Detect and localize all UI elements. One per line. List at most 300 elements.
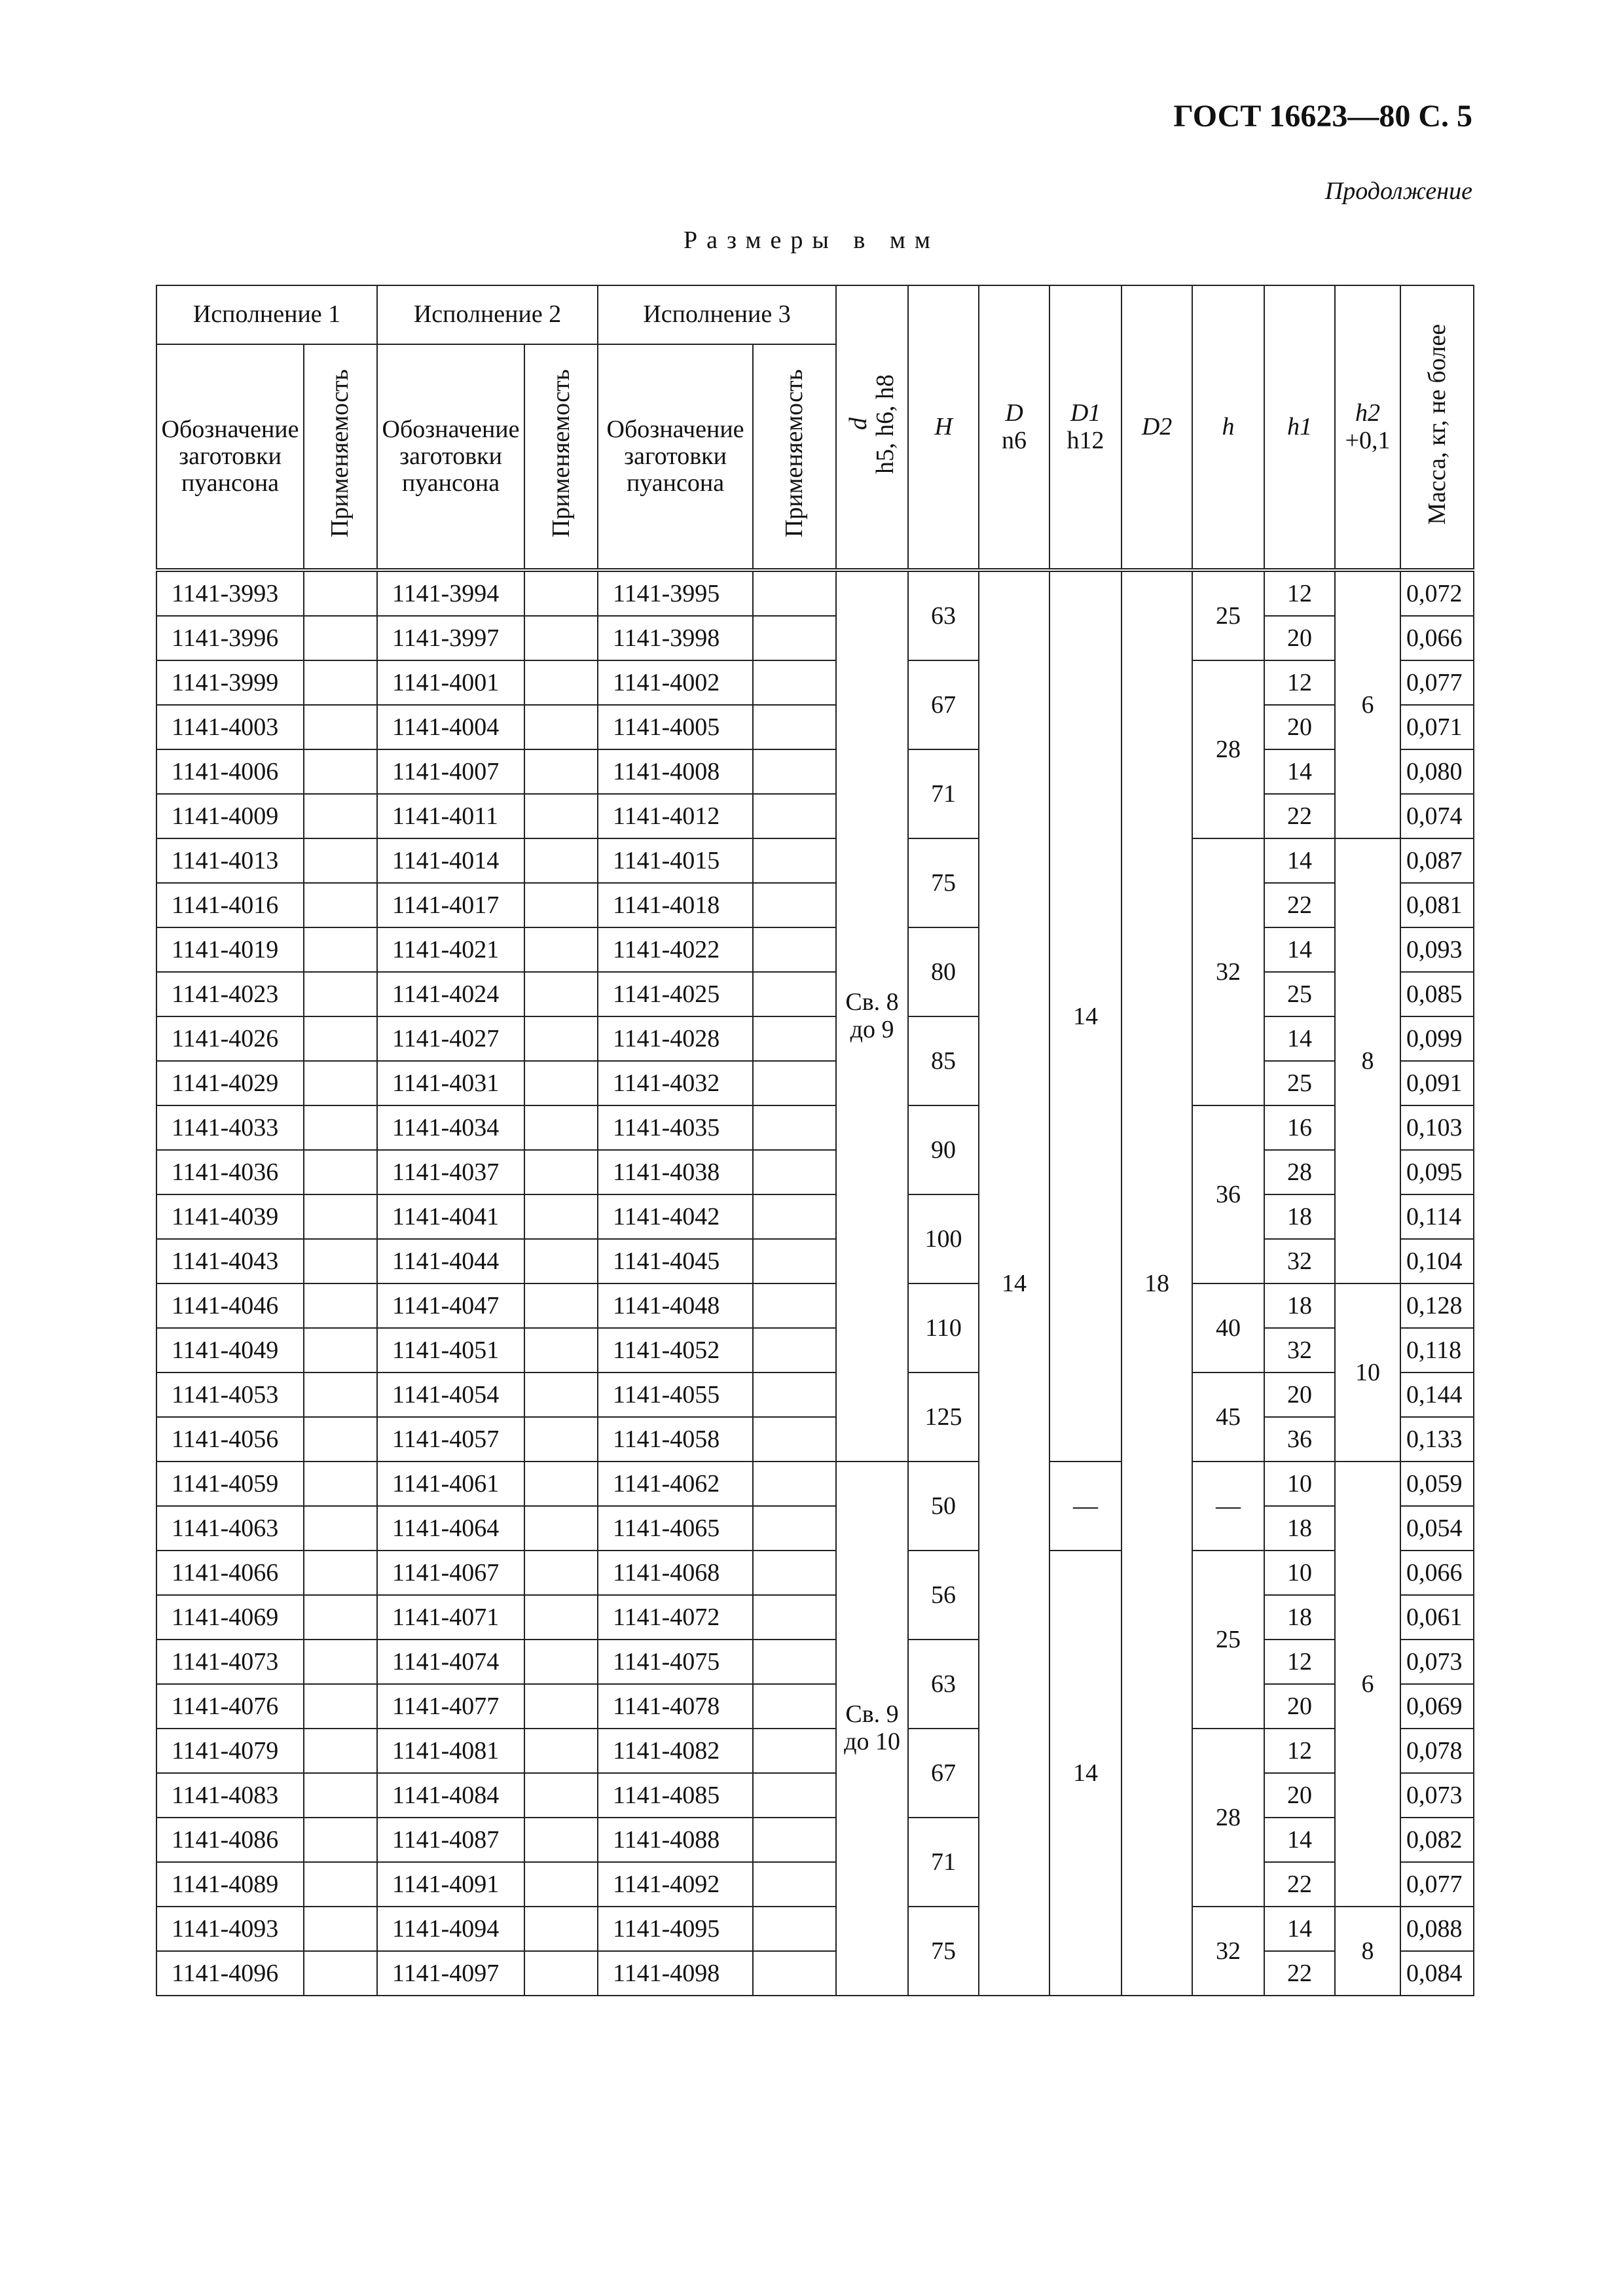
- H-value: 110: [908, 1283, 979, 1372]
- table-row: [156, 705, 1474, 749]
- applicability-3: [753, 1105, 836, 1150]
- applicability-2: [524, 1194, 598, 1239]
- h-value: 28: [1192, 1729, 1264, 1907]
- designation-3: 1141-4075: [598, 1640, 753, 1684]
- mass-value: 0,114: [1400, 1194, 1474, 1239]
- applicability-1: [304, 1862, 377, 1907]
- D1-value: 14: [1049, 1551, 1122, 1996]
- designation-2: 1141-4077: [377, 1684, 524, 1729]
- mass-value: 0,071: [1400, 705, 1474, 749]
- h-value: 28: [1192, 660, 1264, 838]
- table-row: [156, 1462, 1474, 1506]
- applicability-2: [524, 660, 598, 705]
- applicability-2: [524, 1150, 598, 1194]
- header-H: [908, 285, 979, 570]
- header-d-tolerance: h5, h6, h8: [871, 374, 900, 474]
- applicability-3: [753, 1907, 836, 1951]
- applicability-3: [753, 660, 836, 705]
- header-h2-symbol: h2: [1355, 399, 1381, 427]
- designation-1: 1141-4016: [156, 883, 304, 927]
- header-D: [979, 285, 1049, 570]
- applicability-3: [753, 1194, 836, 1239]
- h1-value: 25: [1264, 972, 1335, 1016]
- table-row: [156, 1907, 1474, 1951]
- applicability-3: [753, 838, 836, 883]
- applicability-3: [753, 705, 836, 749]
- mass-value: 0,099: [1400, 1016, 1474, 1061]
- applicability-1: [304, 1684, 377, 1729]
- designation-3: 1141-4005: [598, 705, 753, 749]
- table-row: [156, 1773, 1474, 1818]
- mass-value: 0,080: [1400, 749, 1474, 794]
- h2-value: 8: [1335, 838, 1400, 1283]
- header-primenyaemost-3-label: Применяемость: [780, 369, 809, 538]
- H-value: 56: [908, 1551, 979, 1640]
- designation-3: 1141-3995: [598, 570, 753, 616]
- mass-value: 0,128: [1400, 1283, 1474, 1328]
- applicability-2: [524, 616, 598, 660]
- designation-3: 1141-4082: [598, 1729, 753, 1773]
- header-d-symbol: d: [845, 418, 873, 431]
- designation-1: 1141-4073: [156, 1640, 304, 1684]
- h2-value: 8: [1335, 1907, 1400, 1996]
- applicability-3: [753, 749, 836, 794]
- designation-2: 1141-4027: [377, 1016, 524, 1061]
- designation-2: 1141-4031: [377, 1061, 524, 1105]
- applicability-2: [524, 1640, 598, 1684]
- applicability-2: [524, 705, 598, 749]
- designation-2: 1141-4054: [377, 1372, 524, 1417]
- designation-1: 1141-3993: [156, 570, 304, 616]
- applicability-1: [304, 616, 377, 660]
- designation-2: 1141-4074: [377, 1640, 524, 1684]
- mass-value: 0,088: [1400, 1907, 1474, 1951]
- D2-value: 18: [1122, 570, 1192, 1996]
- mass-value: 0,133: [1400, 1417, 1474, 1462]
- designation-2: 1141-4037: [377, 1150, 524, 1194]
- designation-2: 1141-3994: [377, 570, 524, 616]
- applicability-2: [524, 1372, 598, 1417]
- dimensions-table: [156, 285, 1474, 1996]
- designation-2: 1141-4034: [377, 1105, 524, 1150]
- designation-2: 1141-4091: [377, 1862, 524, 1907]
- applicability-3: [753, 1729, 836, 1773]
- h1-value: 18: [1264, 1283, 1335, 1328]
- designation-1: 1141-4066: [156, 1551, 304, 1595]
- designation-2: 1141-4007: [377, 749, 524, 794]
- designation-3: 1141-4048: [598, 1283, 753, 1328]
- designation-1: 1141-4019: [156, 927, 304, 972]
- header-ispolnenie-3: Исполнение 3: [598, 285, 836, 344]
- h2-value: 10: [1335, 1283, 1400, 1462]
- applicability-1: [304, 570, 377, 616]
- designation-3: 1141-4015: [598, 838, 753, 883]
- table-row: [156, 1105, 1474, 1150]
- H-value: 75: [908, 1907, 979, 1996]
- h2-value: 6: [1335, 570, 1400, 838]
- applicability-2: [524, 1818, 598, 1862]
- h2-value: 6: [1335, 1462, 1400, 1907]
- h1-value: 12: [1264, 1640, 1335, 1684]
- header-oboznachenie-1: Обозначение заготовки пуансона: [156, 344, 304, 570]
- h1-value: 20: [1264, 705, 1335, 749]
- applicability-3: [753, 1595, 836, 1640]
- designation-3: 1141-4078: [598, 1684, 753, 1729]
- applicability-2: [524, 1773, 598, 1818]
- mass-value: 0,077: [1400, 660, 1474, 705]
- h1-value: 22: [1264, 883, 1335, 927]
- table-row: [156, 1150, 1474, 1194]
- applicability-2: [524, 1595, 598, 1640]
- designation-1: 1141-4036: [156, 1150, 304, 1194]
- designation-1: 1141-4006: [156, 749, 304, 794]
- applicability-2: [524, 570, 598, 616]
- table-row: [156, 1551, 1474, 1595]
- designation-3: 1141-4095: [598, 1907, 753, 1951]
- mass-value: 0,074: [1400, 794, 1474, 838]
- mass-value: 0,077: [1400, 1862, 1474, 1907]
- designation-3: 1141-4058: [598, 1417, 753, 1462]
- h1-value: 20: [1264, 616, 1335, 660]
- header-h2: [1335, 285, 1400, 570]
- D1-value: —: [1049, 1462, 1122, 1551]
- header-D1-symbol: D1: [1070, 399, 1101, 427]
- h1-value: 18: [1264, 1194, 1335, 1239]
- mass-value: 0,066: [1400, 1551, 1474, 1595]
- applicability-2: [524, 1862, 598, 1907]
- applicability-2: [524, 1551, 598, 1595]
- designation-2: 1141-4051: [377, 1328, 524, 1372]
- applicability-3: [753, 794, 836, 838]
- designation-2: 1141-4081: [377, 1729, 524, 1773]
- applicability-3: [753, 1506, 836, 1551]
- mass-value: 0,066: [1400, 616, 1474, 660]
- mass-value: 0,082: [1400, 1818, 1474, 1862]
- header-h2-tolerance: +0,1: [1345, 426, 1391, 454]
- header-D2: [1122, 285, 1192, 570]
- designation-3: 1141-4085: [598, 1773, 753, 1818]
- header-D1-tolerance: h12: [1067, 426, 1104, 454]
- applicability-1: [304, 1328, 377, 1372]
- header-H-symbol: H: [934, 412, 953, 440]
- header-d: [836, 285, 908, 570]
- h1-value: 12: [1264, 660, 1335, 705]
- designation-3: 1141-4092: [598, 1862, 753, 1907]
- applicability-2: [524, 883, 598, 927]
- header-h1-symbol: h1: [1287, 412, 1313, 440]
- h-value: 25: [1192, 570, 1264, 660]
- d-range-2: Св. 9 до 10: [836, 1462, 908, 1996]
- applicability-1: [304, 705, 377, 749]
- mass-value: 0,095: [1400, 1150, 1474, 1194]
- applicability-2: [524, 1328, 598, 1372]
- h1-value: 22: [1264, 1862, 1335, 1907]
- designation-1: 1141-4053: [156, 1372, 304, 1417]
- applicability-3: [753, 1951, 836, 1996]
- units-caption: Размеры в мм: [684, 226, 939, 254]
- applicability-2: [524, 1105, 598, 1150]
- h1-value: 10: [1264, 1462, 1335, 1506]
- applicability-3: [753, 1283, 836, 1328]
- applicability-3: [753, 1417, 836, 1462]
- designation-1: 1141-4093: [156, 1907, 304, 1951]
- H-value: 75: [908, 838, 979, 927]
- H-value: 71: [908, 1818, 979, 1907]
- designation-1: 1141-4049: [156, 1328, 304, 1372]
- applicability-2: [524, 838, 598, 883]
- designation-1: 1141-4043: [156, 1239, 304, 1283]
- h1-value: 14: [1264, 1016, 1335, 1061]
- designation-1: 1141-4026: [156, 1016, 304, 1061]
- h-value: 32: [1192, 838, 1264, 1105]
- applicability-2: [524, 1729, 598, 1773]
- applicability-3: [753, 1684, 836, 1729]
- mass-value: 0,059: [1400, 1462, 1474, 1506]
- applicability-1: [304, 1239, 377, 1283]
- header-D-tolerance: n6: [1002, 426, 1027, 454]
- h-value: 40: [1192, 1283, 1264, 1372]
- designation-3: 1141-4042: [598, 1194, 753, 1239]
- mass-value: 0,072: [1400, 570, 1474, 616]
- mass-value: 0,084: [1400, 1951, 1474, 1996]
- table-row: [156, 1729, 1474, 1773]
- applicability-3: [753, 972, 836, 1016]
- table-row: [156, 972, 1474, 1016]
- h1-value: 22: [1264, 794, 1335, 838]
- h1-value: 18: [1264, 1595, 1335, 1640]
- mass-value: 0,054: [1400, 1506, 1474, 1551]
- mass-value: 0,069: [1400, 1684, 1474, 1729]
- applicability-3: [753, 1640, 836, 1684]
- designation-2: 1141-4084: [377, 1773, 524, 1818]
- designation-3: 1141-4028: [598, 1016, 753, 1061]
- H-value: 67: [908, 1729, 979, 1818]
- designation-2: 1141-4047: [377, 1283, 524, 1328]
- applicability-1: [304, 1640, 377, 1684]
- mass-value: 0,073: [1400, 1773, 1474, 1818]
- designation-1: 1141-4009: [156, 794, 304, 838]
- applicability-2: [524, 1462, 598, 1506]
- h-value: 25: [1192, 1551, 1264, 1729]
- mass-value: 0,078: [1400, 1729, 1474, 1773]
- applicability-3: [753, 1016, 836, 1061]
- applicability-3: [753, 1818, 836, 1862]
- header-primenyaemost-2-label: Применяемость: [547, 369, 575, 538]
- applicability-3: [753, 1551, 836, 1595]
- H-value: 63: [908, 570, 979, 660]
- table-row: [156, 1595, 1474, 1640]
- D1-value: 14: [1049, 570, 1122, 1462]
- designation-2: 1141-4094: [377, 1907, 524, 1951]
- header-primenyaemost-3: [753, 344, 836, 570]
- continuation-label: Продолжение: [1324, 177, 1472, 205]
- applicability-1: [304, 794, 377, 838]
- mass-value: 0,093: [1400, 927, 1474, 972]
- header-D1: [1049, 285, 1122, 570]
- table-row: [156, 1239, 1474, 1283]
- h-value: 32: [1192, 1907, 1264, 1996]
- applicability-1: [304, 1462, 377, 1506]
- applicability-2: [524, 1907, 598, 1951]
- designation-2: 1141-4044: [377, 1239, 524, 1283]
- designation-3: 1141-4052: [598, 1328, 753, 1372]
- h1-value: 32: [1264, 1239, 1335, 1283]
- table-row: [156, 883, 1474, 927]
- designation-3: 1141-4012: [598, 794, 753, 838]
- designation-1: 1141-4076: [156, 1684, 304, 1729]
- H-value: 125: [908, 1372, 979, 1462]
- applicability-2: [524, 972, 598, 1016]
- h1-value: 20: [1264, 1773, 1335, 1818]
- header-oboznachenie-2: Обозначение заготовки пуансона: [377, 344, 524, 570]
- h1-value: 12: [1264, 1729, 1335, 1773]
- table-row: [156, 1684, 1474, 1729]
- header-h: [1192, 285, 1264, 570]
- applicability-3: [753, 927, 836, 972]
- applicability-3: [753, 1150, 836, 1194]
- designation-1: 1141-4069: [156, 1595, 304, 1640]
- table-row: [156, 1016, 1474, 1061]
- h1-value: 14: [1264, 1818, 1335, 1862]
- applicability-1: [304, 1016, 377, 1061]
- table-row: [156, 1328, 1474, 1372]
- designation-1: 1141-4023: [156, 972, 304, 1016]
- designation-2: 1141-4064: [377, 1506, 524, 1551]
- applicability-1: [304, 1061, 377, 1105]
- designation-3: 1141-4008: [598, 749, 753, 794]
- designation-3: 1141-4038: [598, 1150, 753, 1194]
- header-D-symbol: D: [1005, 399, 1023, 427]
- table-body: [156, 570, 1474, 1996]
- h1-value: 32: [1264, 1328, 1335, 1372]
- designation-1: 1141-4059: [156, 1462, 304, 1506]
- designation-2: 1141-4024: [377, 972, 524, 1016]
- designation-3: 1141-4065: [598, 1506, 753, 1551]
- applicability-2: [524, 1016, 598, 1061]
- applicability-1: [304, 749, 377, 794]
- H-value: 85: [908, 1016, 979, 1105]
- designation-1: 1141-4039: [156, 1194, 304, 1239]
- mass-value: 0,103: [1400, 1105, 1474, 1150]
- applicability-1: [304, 660, 377, 705]
- designation-2: 1141-4087: [377, 1818, 524, 1862]
- h1-value: 10: [1264, 1551, 1335, 1595]
- header-primenyaemost-1-label: Применяемость: [326, 369, 354, 538]
- table-row: [156, 616, 1474, 660]
- h-value: 45: [1192, 1372, 1264, 1462]
- table-row: [156, 1372, 1474, 1417]
- header-ispolnenie-1: Исполнение 1: [156, 285, 377, 344]
- applicability-3: [753, 616, 836, 660]
- designation-1: 1141-4089: [156, 1862, 304, 1907]
- applicability-2: [524, 1506, 598, 1551]
- mass-value: 0,104: [1400, 1239, 1474, 1283]
- applicability-1: [304, 1194, 377, 1239]
- designation-1: 1141-4013: [156, 838, 304, 883]
- header-oboznachenie-3: Обозначение заготовки пуансона: [598, 344, 753, 570]
- designation-1: 1141-4003: [156, 705, 304, 749]
- h1-value: 14: [1264, 838, 1335, 883]
- header-mass: [1400, 285, 1474, 570]
- applicability-3: [753, 1773, 836, 1818]
- h1-value: 25: [1264, 1061, 1335, 1105]
- applicability-1: [304, 1729, 377, 1773]
- applicability-3: [753, 1239, 836, 1283]
- H-value: 100: [908, 1194, 979, 1283]
- designation-1: 1141-4083: [156, 1773, 304, 1818]
- applicability-1: [304, 838, 377, 883]
- table-row: [156, 927, 1474, 972]
- table-row: [156, 838, 1474, 883]
- applicability-3: [753, 1862, 836, 1907]
- applicability-2: [524, 1417, 598, 1462]
- designation-2: 1141-4004: [377, 705, 524, 749]
- d-range-1: Св. 8 до 9: [836, 570, 908, 1462]
- table-row: [156, 749, 1474, 794]
- designation-3: 1141-4088: [598, 1818, 753, 1862]
- h-value: —: [1192, 1462, 1264, 1551]
- applicability-3: [753, 570, 836, 616]
- H-value: 80: [908, 927, 979, 1016]
- h1-value: 14: [1264, 927, 1335, 972]
- designation-2: 1141-4001: [377, 660, 524, 705]
- designation-2: 1141-4071: [377, 1595, 524, 1640]
- designation-3: 1141-3998: [598, 616, 753, 660]
- page-header: ГОСТ 16623—80 С. 5: [1173, 99, 1472, 134]
- h1-value: 20: [1264, 1684, 1335, 1729]
- designation-1: 1141-4096: [156, 1951, 304, 1996]
- applicability-3: [753, 1462, 836, 1506]
- designation-1: 1141-4046: [156, 1283, 304, 1328]
- H-value: 50: [908, 1462, 979, 1551]
- applicability-1: [304, 1951, 377, 1996]
- mass-value: 0,081: [1400, 883, 1474, 927]
- table-row: [156, 1640, 1474, 1684]
- applicability-1: [304, 1150, 377, 1194]
- applicability-2: [524, 1684, 598, 1729]
- designation-3: 1141-4072: [598, 1595, 753, 1640]
- H-value: 67: [908, 660, 979, 749]
- applicability-2: [524, 927, 598, 972]
- D-value: 14: [979, 570, 1049, 1996]
- H-value: 90: [908, 1105, 979, 1194]
- header-D2-symbol: D2: [1141, 412, 1173, 440]
- applicability-2: [524, 749, 598, 794]
- mass-value: 0,118: [1400, 1328, 1474, 1372]
- h1-value: 16: [1264, 1105, 1335, 1150]
- applicability-3: [753, 1061, 836, 1105]
- header-primenyaemost-2: [524, 344, 598, 570]
- designation-3: 1141-4018: [598, 883, 753, 927]
- table-row: [156, 1862, 1474, 1907]
- table-row: [156, 1061, 1474, 1105]
- designation-2: 1141-4017: [377, 883, 524, 927]
- h1-value: 12: [1264, 570, 1335, 616]
- applicability-1: [304, 883, 377, 927]
- designation-1: 1141-4033: [156, 1105, 304, 1150]
- applicability-1: [304, 1105, 377, 1150]
- designation-1: 1141-3999: [156, 660, 304, 705]
- designation-2: 1141-4061: [377, 1462, 524, 1506]
- designation-3: 1141-4025: [598, 972, 753, 1016]
- h1-value: 18: [1264, 1506, 1335, 1551]
- designation-3: 1141-4055: [598, 1372, 753, 1417]
- designation-1: 1141-3996: [156, 616, 304, 660]
- mass-value: 0,144: [1400, 1372, 1474, 1417]
- designation-3: 1141-4098: [598, 1951, 753, 1996]
- table-row: [156, 1194, 1474, 1239]
- h1-value: 14: [1264, 1907, 1335, 1951]
